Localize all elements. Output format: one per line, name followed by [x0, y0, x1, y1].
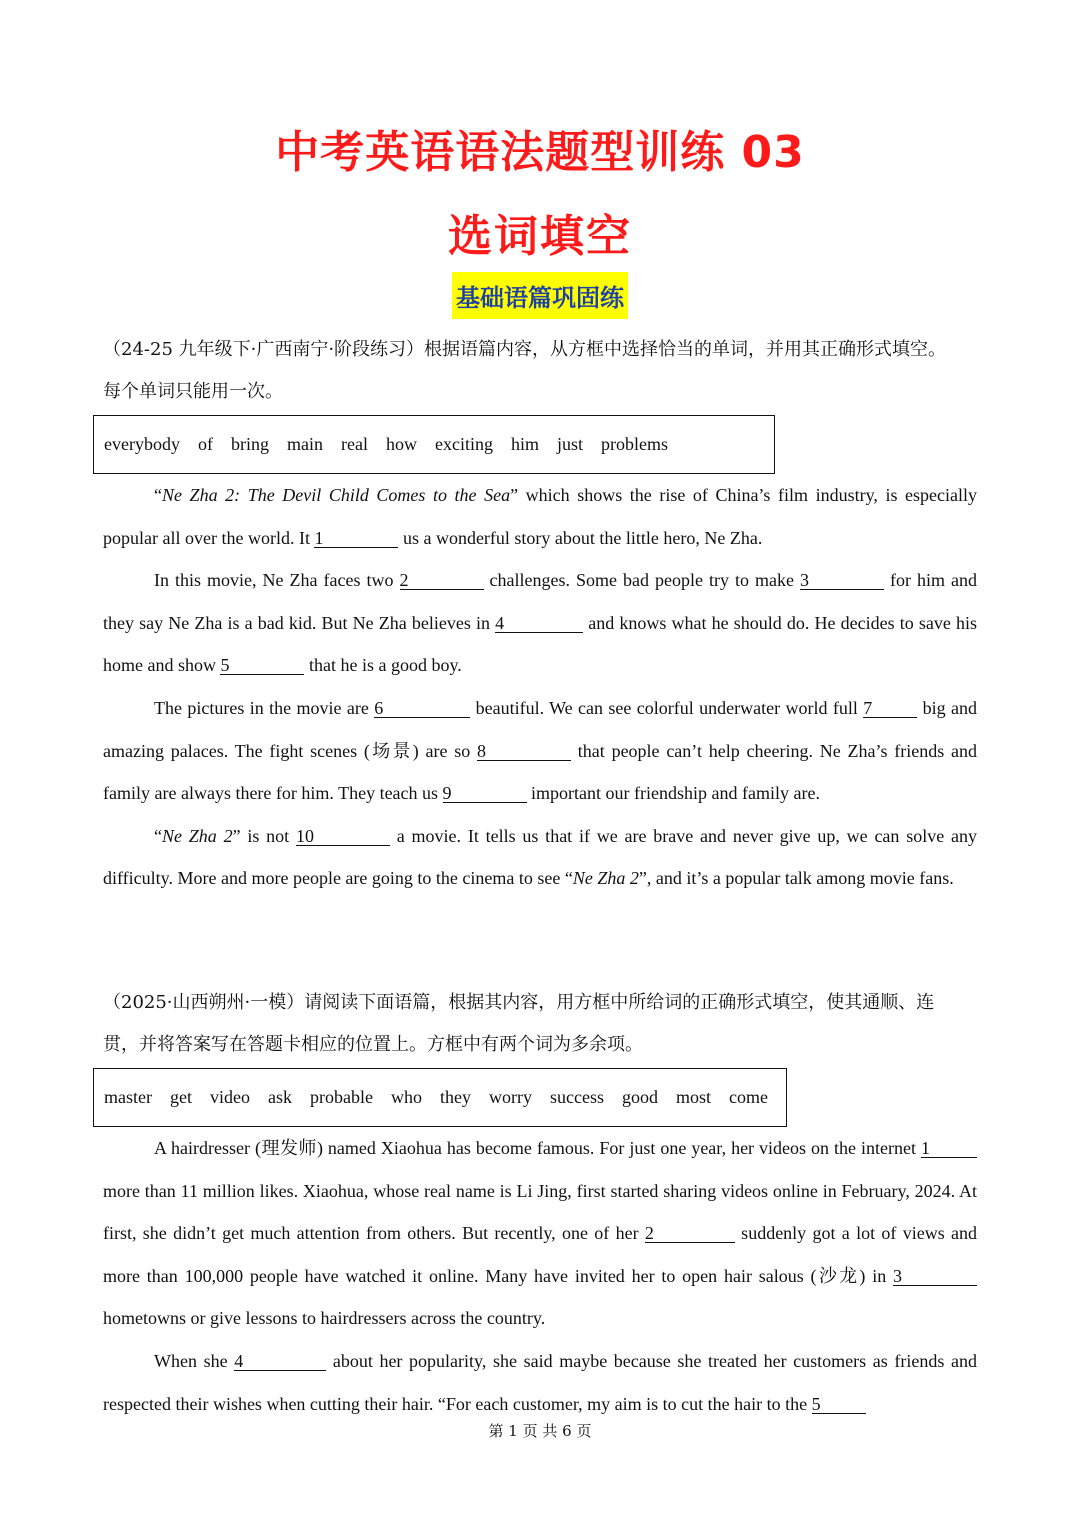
- q1-word: just: [556, 434, 583, 454]
- q2-word: most: [675, 1087, 711, 1107]
- blank-8[interactable]: 8: [477, 742, 571, 761]
- q1-word-box: [93, 415, 775, 474]
- text: more than 11 million likes. Xiaohua, whose real name is Li Jing, first started sharing videos online in February, 2024. At first, she didn’t get much attention from others. But recently, one of her: [103, 1180, 977, 1244]
- q2-word: they: [439, 1087, 471, 1107]
- q1-word: real: [340, 434, 368, 454]
- page-title: 中考英语语法题型训练 03: [275, 127, 805, 178]
- quote-mark: “: [154, 825, 162, 846]
- q1-word: him: [510, 434, 539, 454]
- blank-1[interactable]: 1: [314, 529, 398, 548]
- q2-instructions-line1: （2025·山西朔州·一模）请阅读下面语篇，根据其内容，用方框中所给词的正确形式填空，使其通顺、连: [103, 992, 935, 1013]
- q2-word: who: [390, 1087, 422, 1107]
- page-subtitle: 选词填空: [448, 211, 632, 262]
- text: challenges. Some bad people try to make: [483, 570, 800, 591]
- text: that people can’t help cheering. Ne Zha’s friends and family are always there for him. They teach us: [103, 740, 978, 804]
- page-number: 第 1 页 共 6 页: [488, 1422, 592, 1440]
- q2-word: master: [104, 1087, 152, 1107]
- text: beautiful. We can see colorful underwater world full: [470, 697, 864, 718]
- blank-5[interactable]: 5: [220, 656, 304, 675]
- blank-7[interactable]: 7: [863, 699, 917, 718]
- blank-10[interactable]: 10: [296, 827, 390, 846]
- q1-word: main: [286, 434, 323, 454]
- q2-word-box: [93, 1068, 787, 1127]
- q1-word: of: [197, 434, 213, 454]
- q1-word: problems: [600, 434, 668, 454]
- q2-word: probable: [309, 1087, 373, 1107]
- movie-title: Ne Zha 2: [572, 868, 639, 889]
- blank-1[interactable]: 1: [921, 1139, 977, 1158]
- q2-paragraph-1: [103, 1127, 977, 1340]
- text: that he is a good boy.: [304, 655, 462, 676]
- blank-9[interactable]: 9: [443, 784, 527, 803]
- q1-word: everybody: [104, 434, 180, 454]
- text: suddenly got a lot of views and more than 100,000 people have watched it online. Many have invited her to open hair salous (沙龙) in: [103, 1223, 977, 1286]
- q1-passage: [103, 474, 977, 900]
- text: a movie. It tells us that if we are brave and never give up, we can solve any difficulty. More and more people are going to the cinema to see “: [103, 825, 977, 889]
- text: When she: [154, 1350, 235, 1371]
- blank-3[interactable]: 3: [800, 571, 884, 590]
- text: about her popularity, she said maybe because she treated her customers as friends and respected their wishes when cutting their hair. “For each customer, my aim is to cut the hair to the: [103, 1350, 977, 1414]
- q1-instructions-line1: （24-25 九年级下·广西南宁·阶段练习）根据语篇内容，从方框中选择恰当的单词，并用其正确形式填空。: [103, 339, 947, 360]
- text: big and amazing palaces. The fight scenes (场景) are so: [103, 697, 978, 761]
- q1-paragraph-2: [103, 559, 977, 687]
- blank-5[interactable]: 5: [812, 1395, 866, 1414]
- blank-3[interactable]: 3: [893, 1267, 977, 1286]
- quote-mark: “: [154, 485, 162, 505]
- text: ” is not: [232, 825, 296, 846]
- blank-4[interactable]: 4: [234, 1352, 326, 1371]
- q1-paragraph-1: [103, 474, 977, 559]
- q1-paragraph-3: [103, 687, 977, 815]
- q2-instructions-line2: 贯，并将答案写在答题卡相应的位置上。方框中有两个词为多余项。: [103, 1034, 643, 1055]
- q2-word: worry: [488, 1087, 532, 1107]
- q2-word: video: [209, 1087, 250, 1107]
- text: ”, and it’s a popular talk among movie fans.: [638, 868, 954, 889]
- text: ” which shows the rise of China’s film industry, is especially popular all over the world. It: [103, 485, 978, 548]
- movie-title: Ne Zha 2: [162, 825, 233, 846]
- q1-word: exciting: [434, 434, 493, 454]
- q2-word: get: [169, 1087, 192, 1107]
- blank-2[interactable]: 2: [400, 571, 484, 590]
- q2-word: good: [621, 1087, 658, 1107]
- blank-2[interactable]: 2: [645, 1224, 735, 1243]
- text: In this movie, Ne Zha faces two: [154, 570, 400, 591]
- q2-paragraph-2: [103, 1340, 977, 1425]
- text: for him and they say Ne Zha is a bad kid. But Ne Zha believes in: [103, 570, 977, 633]
- text: us a wonderful story about the little hero, Ne Zha.: [398, 527, 763, 548]
- blank-4[interactable]: 4: [495, 614, 583, 633]
- section-heading: 基础语篇巩固练: [452, 272, 628, 319]
- q1-paragraph-4: [103, 815, 977, 900]
- q1-instructions: [103, 329, 977, 413]
- text: A hairdresser (理发师) named Xiaohua has become famous. For just one year, her videos on the internet: [154, 1138, 921, 1158]
- q2-word: success: [549, 1087, 604, 1107]
- q2-word: come: [728, 1087, 768, 1107]
- q2-passage: [103, 1127, 977, 1425]
- text: important our friendship and family are.: [526, 783, 820, 804]
- movie-title: Ne Zha 2: The Devil Child Comes to the Sea: [162, 485, 511, 505]
- q2-word: ask: [267, 1087, 292, 1107]
- blank-6[interactable]: 6: [374, 699, 470, 718]
- text: hometowns or give lessons to hairdressers across the country.: [103, 1308, 546, 1329]
- text: The pictures in the movie are: [154, 697, 375, 718]
- text: and knows what he should do. He decides to save his home and show: [103, 612, 977, 676]
- q1-word: bring: [230, 434, 269, 454]
- q1-instructions-line2: 每个单词只能用一次。: [103, 381, 283, 402]
- q2-instructions: [103, 982, 977, 1066]
- q1-word: how: [385, 434, 417, 454]
